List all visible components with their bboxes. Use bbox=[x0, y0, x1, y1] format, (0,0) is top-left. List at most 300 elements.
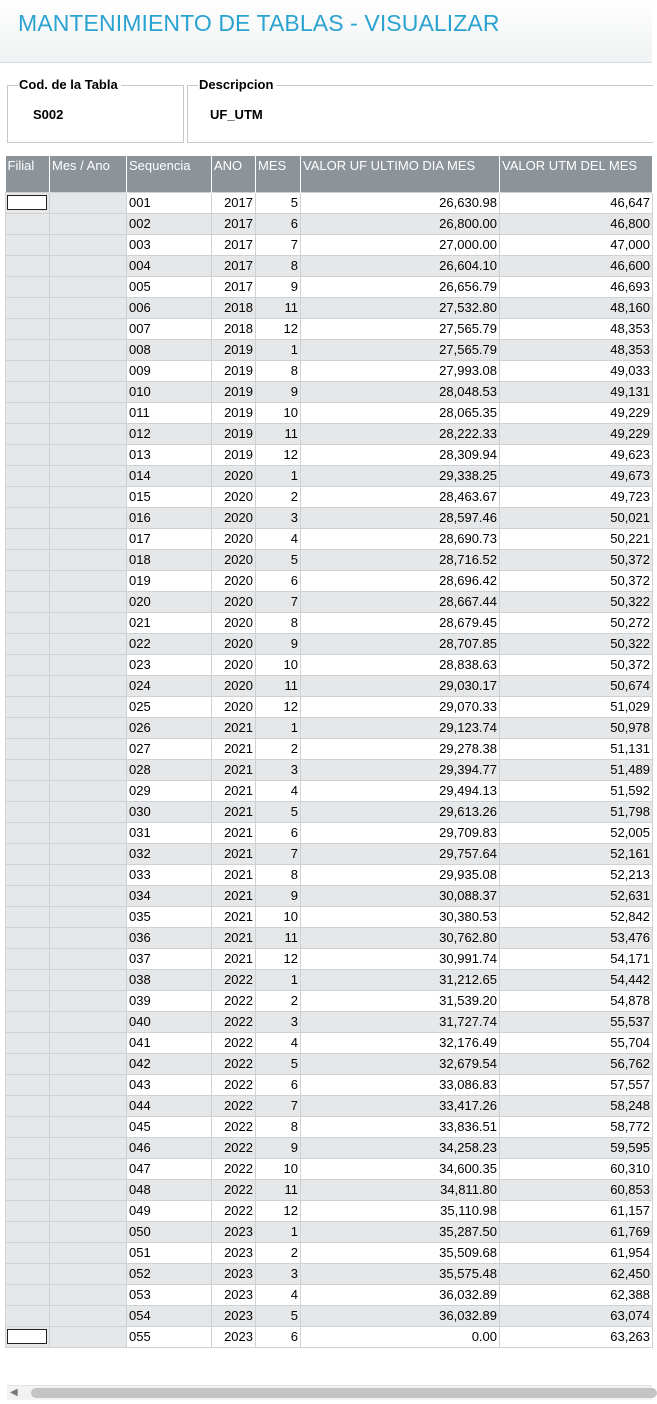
sequencia-cell[interactable]: 006 bbox=[127, 297, 212, 318]
valor-uf-cell[interactable]: 27,565.79 bbox=[301, 339, 500, 360]
sequencia-cell[interactable]: 001 bbox=[127, 192, 212, 213]
mes-ano-cell[interactable] bbox=[50, 1137, 127, 1158]
sequencia-cell[interactable]: 026 bbox=[127, 717, 212, 738]
valor-utm-cell[interactable]: 54,878 bbox=[500, 990, 653, 1011]
valor-uf-cell[interactable]: 28,309.94 bbox=[301, 444, 500, 465]
table-row[interactable] bbox=[6, 1032, 653, 1053]
mes-cell[interactable]: 11 bbox=[256, 297, 301, 318]
table-row[interactable] bbox=[6, 1284, 653, 1305]
mes-cell[interactable]: 2 bbox=[256, 990, 301, 1011]
filial-cell[interactable] bbox=[6, 1263, 50, 1284]
valor-uf-cell[interactable]: 28,667.44 bbox=[301, 591, 500, 612]
mes-ano-cell[interactable] bbox=[50, 822, 127, 843]
valor-utm-cell[interactable]: 46,600 bbox=[500, 255, 653, 276]
filial-cell[interactable] bbox=[6, 822, 50, 843]
scrollbar-thumb[interactable] bbox=[31, 1388, 657, 1398]
mes-cell[interactable]: 10 bbox=[256, 1158, 301, 1179]
mes-ano-cell[interactable] bbox=[50, 654, 127, 675]
table-row[interactable] bbox=[6, 234, 653, 255]
sequencia-cell[interactable]: 040 bbox=[127, 1011, 212, 1032]
table-row[interactable] bbox=[6, 339, 653, 360]
filial-cell[interactable] bbox=[6, 444, 50, 465]
sequencia-cell[interactable]: 025 bbox=[127, 696, 212, 717]
valor-uf-cell[interactable]: 34,258.23 bbox=[301, 1137, 500, 1158]
sequencia-cell[interactable]: 031 bbox=[127, 822, 212, 843]
valor-uf-cell[interactable]: 35,575.48 bbox=[301, 1263, 500, 1284]
ano-cell[interactable]: 2020 bbox=[212, 591, 256, 612]
valor-uf-cell[interactable]: 27,565.79 bbox=[301, 318, 500, 339]
mes-cell[interactable]: 9 bbox=[256, 885, 301, 906]
valor-uf-cell[interactable]: 29,494.13 bbox=[301, 780, 500, 801]
mes-ano-cell[interactable] bbox=[50, 381, 127, 402]
mes-ano-cell[interactable] bbox=[50, 1221, 127, 1242]
ano-cell[interactable]: 2022 bbox=[212, 1137, 256, 1158]
valor-utm-cell[interactable]: 57,557 bbox=[500, 1074, 653, 1095]
ano-cell[interactable]: 2021 bbox=[212, 864, 256, 885]
valor-uf-cell[interactable]: 28,716.52 bbox=[301, 549, 500, 570]
mes-ano-cell[interactable] bbox=[50, 885, 127, 906]
valor-utm-cell[interactable]: 61,157 bbox=[500, 1200, 653, 1221]
table-row[interactable] bbox=[6, 318, 653, 339]
sequencia-cell[interactable]: 032 bbox=[127, 843, 212, 864]
mes-ano-cell[interactable] bbox=[50, 1158, 127, 1179]
ano-cell[interactable]: 2020 bbox=[212, 549, 256, 570]
sequencia-cell[interactable]: 004 bbox=[127, 255, 212, 276]
valor-uf-cell[interactable]: 29,935.08 bbox=[301, 864, 500, 885]
valor-utm-cell[interactable]: 47,000 bbox=[500, 234, 653, 255]
mes-ano-cell[interactable] bbox=[50, 927, 127, 948]
filial-cell[interactable] bbox=[6, 255, 50, 276]
valor-utm-cell[interactable]: 50,221 bbox=[500, 528, 653, 549]
table-row[interactable] bbox=[6, 255, 653, 276]
valor-uf-cell[interactable]: 26,656.79 bbox=[301, 276, 500, 297]
mes-cell[interactable]: 7 bbox=[256, 843, 301, 864]
mes-cell[interactable]: 2 bbox=[256, 738, 301, 759]
mes-cell[interactable]: 11 bbox=[256, 1179, 301, 1200]
ano-cell[interactable]: 2020 bbox=[212, 675, 256, 696]
mes-ano-cell[interactable] bbox=[50, 612, 127, 633]
valor-uf-cell[interactable]: 28,065.35 bbox=[301, 402, 500, 423]
ano-cell[interactable]: 2021 bbox=[212, 717, 256, 738]
valor-utm-cell[interactable]: 50,978 bbox=[500, 717, 653, 738]
filial-cell[interactable] bbox=[6, 1305, 50, 1326]
filial-cell[interactable] bbox=[6, 654, 50, 675]
column-header-valor-uf[interactable]: VALOR UF ULTIMO DIA MES bbox=[301, 156, 500, 192]
filial-cell[interactable] bbox=[6, 465, 50, 486]
valor-utm-cell[interactable]: 49,723 bbox=[500, 486, 653, 507]
valor-utm-cell[interactable]: 49,229 bbox=[500, 423, 653, 444]
filial-cell[interactable] bbox=[6, 759, 50, 780]
filial-cell[interactable] bbox=[6, 1158, 50, 1179]
ano-cell[interactable]: 2020 bbox=[212, 612, 256, 633]
mes-cell[interactable]: 8 bbox=[256, 255, 301, 276]
table-row[interactable] bbox=[6, 1158, 653, 1179]
ano-cell[interactable]: 2021 bbox=[212, 885, 256, 906]
filial-cell[interactable] bbox=[6, 1221, 50, 1242]
mes-ano-cell[interactable] bbox=[50, 255, 127, 276]
valor-uf-cell[interactable]: 28,222.33 bbox=[301, 423, 500, 444]
sequencia-cell[interactable]: 024 bbox=[127, 675, 212, 696]
valor-utm-cell[interactable]: 53,476 bbox=[500, 927, 653, 948]
valor-uf-cell[interactable]: 29,030.17 bbox=[301, 675, 500, 696]
mes-cell[interactable]: 8 bbox=[256, 612, 301, 633]
mes-ano-cell[interactable] bbox=[50, 192, 127, 213]
filial-cell[interactable] bbox=[6, 990, 50, 1011]
mes-cell[interactable]: 10 bbox=[256, 402, 301, 423]
table-row[interactable] bbox=[6, 591, 653, 612]
valor-utm-cell[interactable]: 51,489 bbox=[500, 759, 653, 780]
mes-ano-cell[interactable] bbox=[50, 1032, 127, 1053]
ano-cell[interactable]: 2023 bbox=[212, 1221, 256, 1242]
mes-cell[interactable]: 4 bbox=[256, 1284, 301, 1305]
sequencia-cell[interactable]: 022 bbox=[127, 633, 212, 654]
sequencia-cell[interactable]: 034 bbox=[127, 885, 212, 906]
ano-cell[interactable]: 2023 bbox=[212, 1242, 256, 1263]
valor-uf-cell[interactable]: 35,110.98 bbox=[301, 1200, 500, 1221]
table-row[interactable] bbox=[6, 1200, 653, 1221]
ano-cell[interactable]: 2021 bbox=[212, 948, 256, 969]
mes-cell[interactable]: 9 bbox=[256, 633, 301, 654]
column-header-ano[interactable]: ANO bbox=[212, 156, 256, 192]
table-row[interactable] bbox=[6, 570, 653, 591]
valor-uf-cell[interactable]: 33,086.83 bbox=[301, 1074, 500, 1095]
valor-uf-cell[interactable]: 28,597.46 bbox=[301, 507, 500, 528]
ano-cell[interactable]: 2020 bbox=[212, 486, 256, 507]
table-row[interactable] bbox=[6, 675, 653, 696]
valor-utm-cell[interactable]: 61,769 bbox=[500, 1221, 653, 1242]
ano-cell[interactable]: 2017 bbox=[212, 276, 256, 297]
mes-ano-cell[interactable] bbox=[50, 528, 127, 549]
sequencia-cell[interactable]: 042 bbox=[127, 1053, 212, 1074]
valor-uf-cell[interactable]: 0.00 bbox=[301, 1326, 500, 1347]
valor-uf-cell[interactable]: 31,727.74 bbox=[301, 1011, 500, 1032]
table-row[interactable] bbox=[6, 990, 653, 1011]
mes-cell[interactable]: 3 bbox=[256, 759, 301, 780]
valor-uf-cell[interactable]: 28,048.53 bbox=[301, 381, 500, 402]
valor-utm-cell[interactable]: 48,353 bbox=[500, 318, 653, 339]
table-row[interactable] bbox=[6, 969, 653, 990]
ano-cell[interactable]: 2022 bbox=[212, 1200, 256, 1221]
valor-utm-cell[interactable]: 49,623 bbox=[500, 444, 653, 465]
filial-cell[interactable] bbox=[6, 969, 50, 990]
mes-ano-cell[interactable] bbox=[50, 1095, 127, 1116]
valor-utm-cell[interactable]: 50,372 bbox=[500, 549, 653, 570]
ano-cell[interactable]: 2020 bbox=[212, 570, 256, 591]
table-row[interactable] bbox=[6, 801, 653, 822]
ano-cell[interactable]: 2021 bbox=[212, 906, 256, 927]
filial-cell[interactable] bbox=[6, 927, 50, 948]
valor-utm-cell[interactable]: 50,372 bbox=[500, 570, 653, 591]
mes-ano-cell[interactable] bbox=[50, 234, 127, 255]
mes-cell[interactable]: 1 bbox=[256, 339, 301, 360]
valor-uf-cell[interactable]: 29,338.25 bbox=[301, 465, 500, 486]
sequencia-cell[interactable]: 054 bbox=[127, 1305, 212, 1326]
filial-cell[interactable] bbox=[6, 381, 50, 402]
ano-cell[interactable]: 2020 bbox=[212, 654, 256, 675]
mes-cell[interactable]: 6 bbox=[256, 1326, 301, 1347]
valor-uf-cell[interactable]: 28,463.67 bbox=[301, 486, 500, 507]
mes-ano-cell[interactable] bbox=[50, 1263, 127, 1284]
mes-ano-cell[interactable] bbox=[50, 948, 127, 969]
ano-cell[interactable]: 2022 bbox=[212, 1032, 256, 1053]
ano-cell[interactable]: 2021 bbox=[212, 780, 256, 801]
sequencia-cell[interactable]: 019 bbox=[127, 570, 212, 591]
mes-ano-cell[interactable] bbox=[50, 717, 127, 738]
sequencia-cell[interactable]: 029 bbox=[127, 780, 212, 801]
table-row[interactable] bbox=[6, 1095, 653, 1116]
ano-cell[interactable]: 2020 bbox=[212, 528, 256, 549]
ano-cell[interactable]: 2023 bbox=[212, 1326, 256, 1347]
sequencia-cell[interactable]: 011 bbox=[127, 402, 212, 423]
sequencia-cell[interactable]: 047 bbox=[127, 1158, 212, 1179]
valor-uf-cell[interactable]: 29,070.33 bbox=[301, 696, 500, 717]
mes-ano-cell[interactable] bbox=[50, 486, 127, 507]
table-row[interactable] bbox=[6, 1242, 653, 1263]
mes-cell[interactable]: 12 bbox=[256, 444, 301, 465]
valor-uf-cell[interactable]: 29,757.64 bbox=[301, 843, 500, 864]
mes-cell[interactable]: 11 bbox=[256, 927, 301, 948]
filial-cell[interactable] bbox=[6, 423, 50, 444]
valor-utm-cell[interactable]: 51,131 bbox=[500, 738, 653, 759]
mes-ano-cell[interactable] bbox=[50, 360, 127, 381]
mes-cell[interactable]: 8 bbox=[256, 1116, 301, 1137]
valor-uf-cell[interactable]: 28,707.85 bbox=[301, 633, 500, 654]
valor-utm-cell[interactable]: 50,322 bbox=[500, 633, 653, 654]
ano-cell[interactable]: 2022 bbox=[212, 1074, 256, 1095]
valor-uf-cell[interactable]: 33,417.26 bbox=[301, 1095, 500, 1116]
valor-utm-cell[interactable]: 48,160 bbox=[500, 297, 653, 318]
valor-utm-cell[interactable]: 63,263 bbox=[500, 1326, 653, 1347]
ano-cell[interactable]: 2020 bbox=[212, 696, 256, 717]
sequencia-cell[interactable]: 009 bbox=[127, 360, 212, 381]
filial-cell[interactable] bbox=[6, 1011, 50, 1032]
filial-cell[interactable] bbox=[6, 570, 50, 591]
sequencia-cell[interactable]: 048 bbox=[127, 1179, 212, 1200]
ano-cell[interactable]: 2022 bbox=[212, 1053, 256, 1074]
valor-utm-cell[interactable]: 48,353 bbox=[500, 339, 653, 360]
mes-cell[interactable]: 6 bbox=[256, 822, 301, 843]
mes-ano-cell[interactable] bbox=[50, 213, 127, 234]
mes-ano-cell[interactable] bbox=[50, 276, 127, 297]
mes-ano-cell[interactable] bbox=[50, 339, 127, 360]
ano-cell[interactable]: 2022 bbox=[212, 990, 256, 1011]
valor-utm-cell[interactable]: 54,171 bbox=[500, 948, 653, 969]
table-row[interactable] bbox=[6, 213, 653, 234]
mes-ano-cell[interactable] bbox=[50, 696, 127, 717]
column-header-sequencia[interactable]: Sequencia bbox=[127, 156, 212, 192]
sequencia-cell[interactable]: 023 bbox=[127, 654, 212, 675]
mes-ano-cell[interactable] bbox=[50, 591, 127, 612]
mes-ano-cell[interactable] bbox=[50, 1053, 127, 1074]
filial-cell[interactable] bbox=[6, 360, 50, 381]
table-row[interactable] bbox=[6, 864, 653, 885]
ano-cell[interactable]: 2018 bbox=[212, 297, 256, 318]
sequencia-cell[interactable]: 037 bbox=[127, 948, 212, 969]
filial-cell[interactable] bbox=[6, 1137, 50, 1158]
valor-uf-cell[interactable]: 36,032.89 bbox=[301, 1284, 500, 1305]
ano-cell[interactable]: 2019 bbox=[212, 402, 256, 423]
sequencia-cell[interactable]: 010 bbox=[127, 381, 212, 402]
filial-cell[interactable] bbox=[6, 612, 50, 633]
table-row[interactable] bbox=[6, 276, 653, 297]
ano-cell[interactable]: 2019 bbox=[212, 339, 256, 360]
mes-cell[interactable]: 9 bbox=[256, 276, 301, 297]
valor-uf-cell[interactable]: 34,811.80 bbox=[301, 1179, 500, 1200]
table-row[interactable] bbox=[6, 423, 653, 444]
filial-cell[interactable] bbox=[6, 192, 50, 213]
table-row[interactable] bbox=[6, 738, 653, 759]
mes-ano-cell[interactable] bbox=[50, 675, 127, 696]
valor-uf-cell[interactable]: 28,838.63 bbox=[301, 654, 500, 675]
ano-cell[interactable]: 2019 bbox=[212, 381, 256, 402]
filial-cell[interactable] bbox=[6, 780, 50, 801]
mes-cell[interactable]: 11 bbox=[256, 423, 301, 444]
valor-uf-cell[interactable]: 29,613.26 bbox=[301, 801, 500, 822]
filial-cell[interactable] bbox=[6, 339, 50, 360]
mes-ano-cell[interactable] bbox=[50, 1305, 127, 1326]
filial-cell[interactable] bbox=[6, 318, 50, 339]
table-row[interactable] bbox=[6, 360, 653, 381]
ano-cell[interactable]: 2020 bbox=[212, 507, 256, 528]
filial-cell[interactable] bbox=[6, 1200, 50, 1221]
filial-cell[interactable] bbox=[6, 234, 50, 255]
mes-ano-cell[interactable] bbox=[50, 318, 127, 339]
table-row[interactable] bbox=[6, 1326, 653, 1347]
mes-cell[interactable]: 2 bbox=[256, 1242, 301, 1263]
table-row[interactable] bbox=[6, 717, 653, 738]
mes-cell[interactable]: 9 bbox=[256, 381, 301, 402]
valor-utm-cell[interactable]: 49,131 bbox=[500, 381, 653, 402]
mes-cell[interactable]: 1 bbox=[256, 1221, 301, 1242]
filial-cell[interactable] bbox=[6, 843, 50, 864]
filial-cell[interactable] bbox=[6, 1032, 50, 1053]
filial-cell[interactable] bbox=[6, 738, 50, 759]
valor-utm-cell[interactable]: 51,029 bbox=[500, 696, 653, 717]
valor-utm-cell[interactable]: 49,229 bbox=[500, 402, 653, 423]
mes-cell[interactable]: 11 bbox=[256, 675, 301, 696]
valor-utm-cell[interactable]: 46,800 bbox=[500, 213, 653, 234]
sequencia-cell[interactable]: 053 bbox=[127, 1284, 212, 1305]
mes-cell[interactable]: 5 bbox=[256, 1053, 301, 1074]
mes-ano-cell[interactable] bbox=[50, 969, 127, 990]
mes-ano-cell[interactable] bbox=[50, 864, 127, 885]
mes-cell[interactable]: 5 bbox=[256, 1305, 301, 1326]
valor-uf-cell[interactable]: 26,800.00 bbox=[301, 213, 500, 234]
filial-cell[interactable] bbox=[6, 1053, 50, 1074]
valor-uf-cell[interactable]: 29,278.38 bbox=[301, 738, 500, 759]
valor-utm-cell[interactable]: 50,372 bbox=[500, 654, 653, 675]
sequencia-cell[interactable]: 008 bbox=[127, 339, 212, 360]
ano-cell[interactable]: 2021 bbox=[212, 822, 256, 843]
valor-utm-cell[interactable]: 54,442 bbox=[500, 969, 653, 990]
valor-utm-cell[interactable]: 52,213 bbox=[500, 864, 653, 885]
valor-utm-cell[interactable]: 46,693 bbox=[500, 276, 653, 297]
valor-uf-cell[interactable]: 31,539.20 bbox=[301, 990, 500, 1011]
valor-utm-cell[interactable]: 63,074 bbox=[500, 1305, 653, 1326]
ano-cell[interactable]: 2021 bbox=[212, 843, 256, 864]
filial-cell[interactable] bbox=[6, 507, 50, 528]
valor-uf-cell[interactable]: 31,212.65 bbox=[301, 969, 500, 990]
mes-cell[interactable]: 6 bbox=[256, 570, 301, 591]
table-row[interactable] bbox=[6, 1053, 653, 1074]
sequencia-cell[interactable]: 021 bbox=[127, 612, 212, 633]
mes-cell[interactable]: 10 bbox=[256, 654, 301, 675]
valor-uf-cell[interactable]: 33,836.51 bbox=[301, 1116, 500, 1137]
sequencia-cell[interactable]: 035 bbox=[127, 906, 212, 927]
mes-cell[interactable]: 6 bbox=[256, 213, 301, 234]
mes-ano-cell[interactable] bbox=[50, 1116, 127, 1137]
ano-cell[interactable]: 2023 bbox=[212, 1263, 256, 1284]
mes-cell[interactable]: 12 bbox=[256, 696, 301, 717]
valor-utm-cell[interactable]: 51,798 bbox=[500, 801, 653, 822]
sequencia-cell[interactable]: 027 bbox=[127, 738, 212, 759]
mes-ano-cell[interactable] bbox=[50, 1284, 127, 1305]
valor-utm-cell[interactable]: 55,537 bbox=[500, 1011, 653, 1032]
mes-ano-cell[interactable] bbox=[50, 1200, 127, 1221]
mes-cell[interactable]: 5 bbox=[256, 192, 301, 213]
mes-ano-cell[interactable] bbox=[50, 1242, 127, 1263]
table-row[interactable] bbox=[6, 1137, 653, 1158]
mes-ano-cell[interactable] bbox=[50, 801, 127, 822]
valor-uf-cell[interactable]: 32,176.49 bbox=[301, 1032, 500, 1053]
table-row[interactable] bbox=[6, 948, 653, 969]
sequencia-cell[interactable]: 002 bbox=[127, 213, 212, 234]
ano-cell[interactable]: 2018 bbox=[212, 318, 256, 339]
valor-utm-cell[interactable]: 62,388 bbox=[500, 1284, 653, 1305]
table-row[interactable] bbox=[6, 1263, 653, 1284]
mes-cell[interactable]: 8 bbox=[256, 864, 301, 885]
valor-utm-cell[interactable]: 61,954 bbox=[500, 1242, 653, 1263]
mes-cell[interactable]: 7 bbox=[256, 234, 301, 255]
mes-ano-cell[interactable] bbox=[50, 759, 127, 780]
valor-utm-cell[interactable]: 60,853 bbox=[500, 1179, 653, 1200]
table-row[interactable] bbox=[6, 1116, 653, 1137]
valor-utm-cell[interactable]: 52,161 bbox=[500, 843, 653, 864]
mes-cell[interactable]: 1 bbox=[256, 717, 301, 738]
valor-utm-cell[interactable]: 59,595 bbox=[500, 1137, 653, 1158]
ano-cell[interactable]: 2022 bbox=[212, 969, 256, 990]
mes-cell[interactable]: 5 bbox=[256, 801, 301, 822]
sequencia-cell[interactable]: 017 bbox=[127, 528, 212, 549]
valor-uf-cell[interactable]: 27,000.00 bbox=[301, 234, 500, 255]
table-row[interactable] bbox=[6, 297, 653, 318]
valor-uf-cell[interactable]: 35,287.50 bbox=[301, 1221, 500, 1242]
valor-uf-cell[interactable]: 36,032.89 bbox=[301, 1305, 500, 1326]
mes-cell[interactable]: 1 bbox=[256, 465, 301, 486]
mes-ano-cell[interactable] bbox=[50, 465, 127, 486]
ano-cell[interactable]: 2019 bbox=[212, 423, 256, 444]
mes-ano-cell[interactable] bbox=[50, 1074, 127, 1095]
filial-cell[interactable] bbox=[6, 1095, 50, 1116]
table-row[interactable] bbox=[6, 780, 653, 801]
filial-cell[interactable] bbox=[6, 696, 50, 717]
filial-cell[interactable] bbox=[6, 549, 50, 570]
table-row[interactable] bbox=[6, 1011, 653, 1032]
table-row[interactable] bbox=[6, 927, 653, 948]
valor-uf-cell[interactable]: 29,394.77 bbox=[301, 759, 500, 780]
mes-cell[interactable]: 10 bbox=[256, 906, 301, 927]
sequencia-cell[interactable]: 049 bbox=[127, 1200, 212, 1221]
ano-cell[interactable]: 2022 bbox=[212, 1095, 256, 1116]
column-header-valor-utm[interactable]: VALOR UTM DEL MES bbox=[500, 156, 653, 192]
ano-cell[interactable]: 2017 bbox=[212, 213, 256, 234]
valor-uf-cell[interactable]: 27,532.80 bbox=[301, 297, 500, 318]
filial-cell[interactable] bbox=[6, 801, 50, 822]
valor-utm-cell[interactable]: 50,674 bbox=[500, 675, 653, 696]
valor-uf-cell[interactable]: 35,509.68 bbox=[301, 1242, 500, 1263]
table-row[interactable] bbox=[6, 822, 653, 843]
row-selector-box[interactable] bbox=[7, 1329, 47, 1344]
